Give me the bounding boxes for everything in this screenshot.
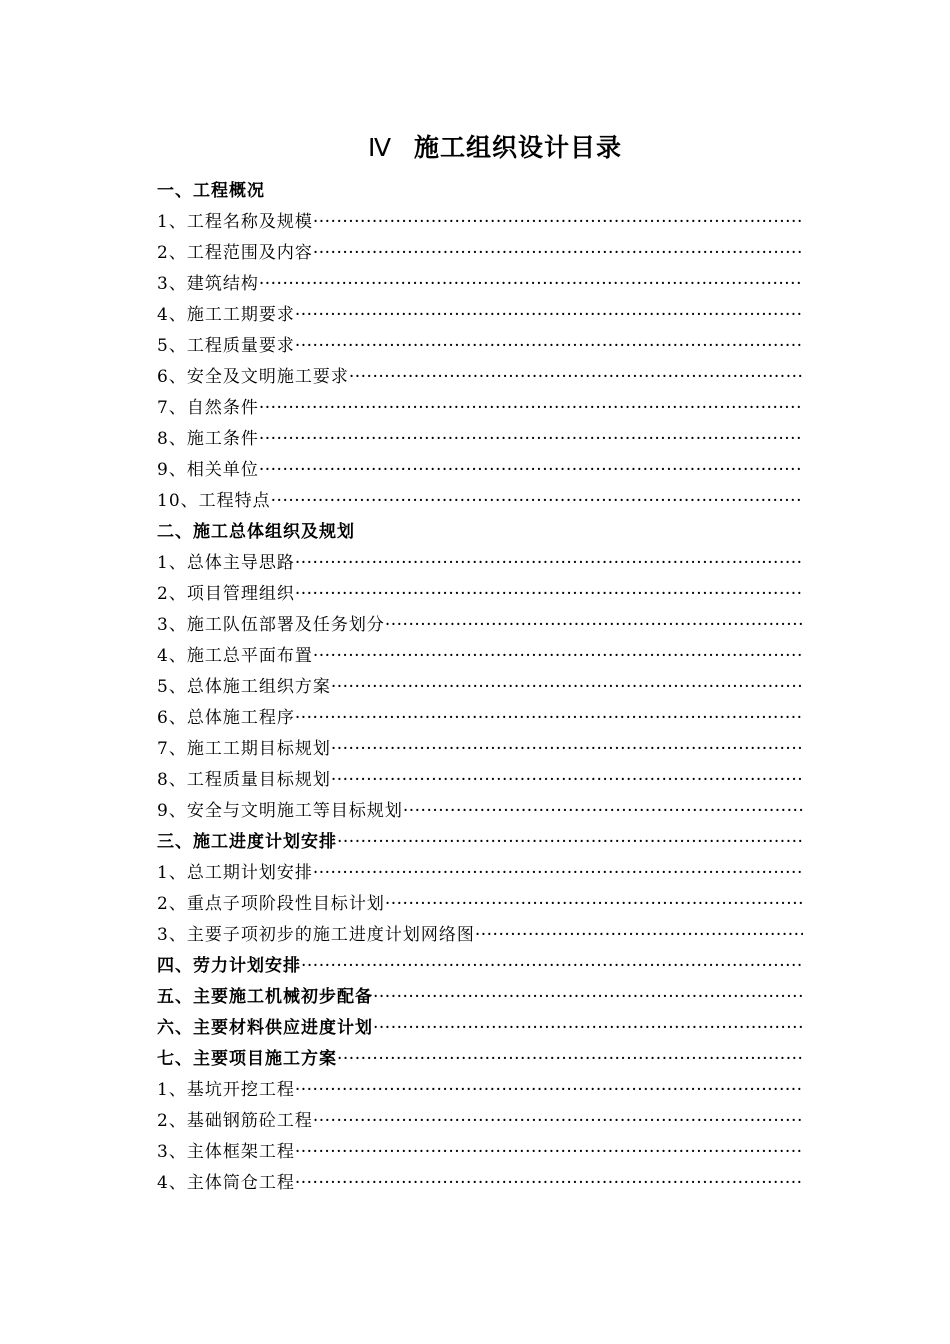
toc-dot-leader [295,1075,803,1106]
toc-entry-label: 3、建筑结构 [157,274,259,294]
toc-entry [157,1168,803,1199]
toc-entry-label: 3、施工队伍部署及任务划分 [157,615,385,635]
toc-entry-label: 四、劳力计划安排 [157,956,301,976]
toc-section-heading [157,827,803,858]
toc-entry [157,269,803,300]
toc-dot-leader [313,641,803,672]
title-numeral: Ⅳ [367,133,393,162]
toc-dot-leader [259,455,803,486]
toc-dot-leader [295,548,803,579]
toc-dot-leader [301,951,803,982]
toc-entry [157,796,803,827]
toc-entry [157,455,803,486]
toc-section-heading [157,1013,803,1044]
toc-dot-leader [313,858,803,889]
toc-dot-leader [475,920,803,951]
toc-dot-leader [337,1044,803,1075]
toc-dot-leader [295,1168,803,1199]
toc-entry [157,331,803,362]
toc-section-heading [157,517,803,548]
toc-entry [157,579,803,610]
toc-dot-leader [295,703,803,734]
toc-entry [157,393,803,424]
toc-entry-label: 三、施工进度计划安排 [157,832,337,852]
toc-entry [157,548,803,579]
toc-entry-label: 2、重点子项阶段性目标计划 [157,894,385,914]
table-of-contents [157,176,803,1199]
toc-entry-label: 1、基坑开挖工程 [157,1080,295,1100]
toc-dot-leader [259,424,803,455]
toc-dot-leader [295,331,803,362]
toc-dot-leader [349,362,803,393]
toc-entry [157,641,803,672]
toc-dot-leader [331,734,803,765]
toc-dot-leader [259,269,803,300]
toc-dot-leader [385,610,803,641]
toc-entry [157,1075,803,1106]
toc-entry [157,858,803,889]
toc-dot-leader [403,796,803,827]
toc-dot-leader [337,827,803,858]
toc-dot-leader [295,579,803,610]
toc-entry-label: 8、施工条件 [157,429,259,449]
toc-entry-label: 4、主体筒仓工程 [157,1173,295,1193]
toc-entry-label: 8、工程质量目标规划 [157,770,331,790]
toc-entry-label: 二、施工总体组织及规划 [157,522,355,542]
toc-section-heading [157,951,803,982]
toc-section-heading [157,1044,803,1075]
toc-entry-label: 2、项目管理组织 [157,584,295,604]
toc-entry [157,1137,803,1168]
toc-entry [157,1106,803,1137]
toc-entry [157,362,803,393]
toc-entry [157,300,803,331]
toc-dot-leader [313,1106,803,1137]
toc-entry-label: 9、安全与文明施工等目标规划 [157,801,403,821]
toc-entry [157,486,803,517]
toc-entry-label: 5、工程质量要求 [157,336,295,356]
toc-entry-label: 4、施工总平面布置 [157,646,313,666]
toc-entry-label: 9、相关单位 [157,460,259,480]
toc-dot-leader [385,889,803,920]
toc-entry-label: 六、主要材料供应进度计划 [157,1018,373,1038]
toc-entry-label: 7、自然条件 [157,398,259,418]
toc-entry-label: 2、基础钢筋砼工程 [157,1111,313,1131]
toc-entry-label: 10、工程特点 [157,491,271,511]
toc-entry-label: 七、主要项目施工方案 [157,1049,337,1069]
toc-dot-leader [313,207,803,238]
toc-entry-label: 7、施工工期目标规划 [157,739,331,759]
toc-entry [157,424,803,455]
toc-entry-label: 2、工程范围及内容 [157,243,313,263]
toc-dot-leader [295,300,803,331]
toc-entry-label: 5、总体施工组织方案 [157,677,331,697]
toc-section-heading [157,176,803,207]
toc-entry-label: 6、总体施工程序 [157,708,295,728]
toc-entry-label: 6、安全及文明施工要求 [157,367,349,387]
toc-entry-label: 1、总工期计划安排 [157,863,313,883]
toc-entry-label: 1、工程名称及规模 [157,212,313,232]
toc-entry [157,920,803,951]
toc-dot-leader [295,1137,803,1168]
toc-dot-leader [331,672,803,703]
toc-entry-label: 1、总体主导思路 [157,553,295,573]
toc-dot-leader [259,393,803,424]
toc-entry [157,207,803,238]
title-text: 施工组织设计目录 [414,133,623,162]
toc-entry-label: 3、主要子项初步的施工进度计划网络图 [157,925,475,945]
toc-dot-leader [373,982,803,1013]
toc-dot-leader [313,238,803,269]
toc-dot-leader [331,765,803,796]
toc-entry [157,765,803,796]
toc-entry [157,610,803,641]
toc-entry [157,703,803,734]
toc-entry [157,889,803,920]
toc-dot-leader [373,1013,803,1044]
toc-entry [157,238,803,269]
toc-entry [157,734,803,765]
toc-dot-leader [271,486,803,517]
toc-entry-label: 五、主要施工机械初步配备 [157,987,373,1007]
toc-entry-label: 4、施工工期要求 [157,305,295,325]
page-title [0,128,950,164]
toc-entry [157,672,803,703]
toc-entry-label: 3、主体框架工程 [157,1142,295,1162]
toc-entry-label: 一、工程概况 [157,181,265,201]
toc-section-heading [157,982,803,1013]
